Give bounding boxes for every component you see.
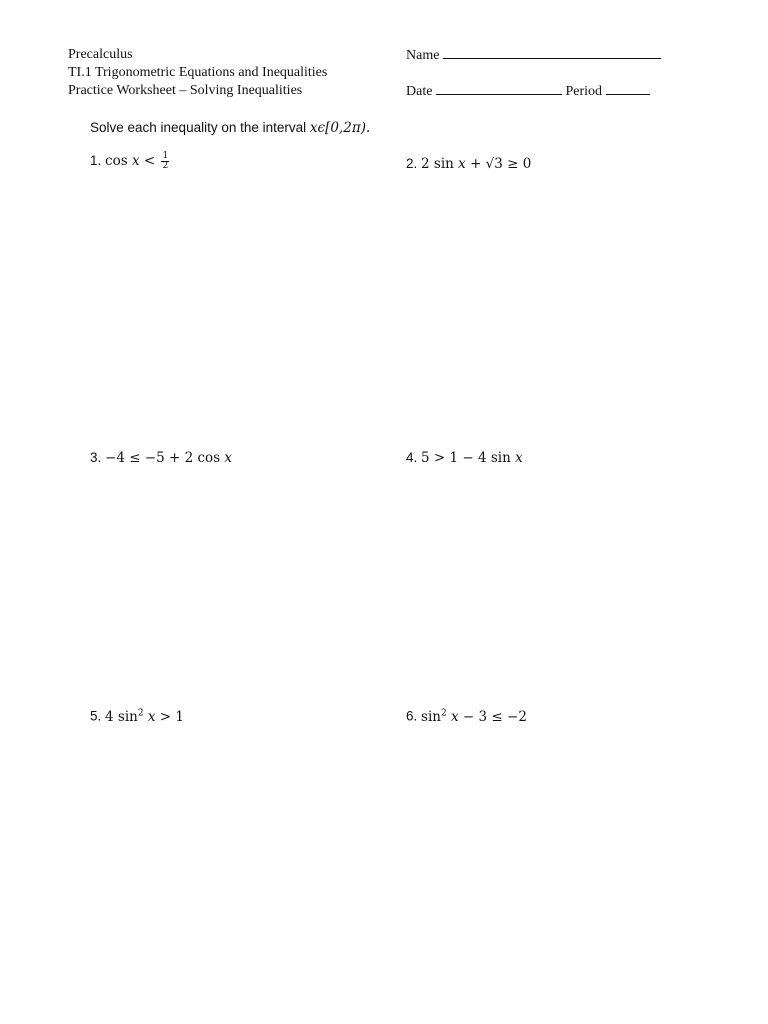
date-label: Date bbox=[406, 84, 433, 99]
problem-number: 2. bbox=[406, 156, 418, 171]
unit-title: TI.1 Trigonometric Equations and Inequalities bbox=[68, 65, 328, 80]
instructions bbox=[90, 120, 370, 136]
name-line bbox=[406, 46, 661, 64]
problem-4 bbox=[406, 450, 523, 466]
course-title: Precalculus bbox=[68, 47, 133, 62]
problem-expression: 5 > 1 − 4 sin x bbox=[421, 450, 523, 466]
date-blank[interactable] bbox=[436, 82, 562, 95]
problem-2 bbox=[406, 156, 531, 172]
problem-3 bbox=[90, 450, 232, 466]
problem-expression: 2 sin x + √3 ≥ 0 bbox=[421, 156, 532, 172]
problem-expression: 4 $\sin^2 x > 1$ bbox=[105, 708, 184, 725]
fraction: $\frac{1}{2}$ bbox=[162, 151, 169, 171]
problem-5 bbox=[90, 708, 184, 725]
problem-1 bbox=[90, 152, 169, 171]
student-info bbox=[406, 46, 661, 100]
problem-expression: $\sin^2 x - 3 \le -2$ bbox=[421, 708, 527, 725]
date-period-line bbox=[406, 82, 661, 100]
problem-number: 5. bbox=[90, 708, 102, 724]
worksheet-title: Practice Worksheet – Solving Inequalities bbox=[68, 83, 303, 98]
problem-number: 4. bbox=[406, 450, 418, 465]
problem-number: 1. bbox=[90, 153, 102, 168]
period-label: Period bbox=[565, 84, 602, 99]
problem-number: 6. bbox=[406, 708, 418, 724]
name-label: Name bbox=[406, 48, 440, 63]
worksheet-header bbox=[68, 46, 327, 100]
period-blank[interactable] bbox=[606, 82, 650, 95]
problem-6 bbox=[406, 708, 527, 725]
problem-expression: cos x < $\frac{1}{2}$ bbox=[105, 151, 169, 171]
problem-expression: −4 ≤ −5 + 2 cos x bbox=[105, 450, 233, 466]
problem-number: 3. bbox=[90, 450, 102, 465]
interval-notation: xϵ[0,2π). bbox=[309, 120, 371, 136]
name-blank[interactable] bbox=[443, 46, 661, 59]
instructions-text: Solve each inequality on the interval bbox=[90, 120, 307, 135]
